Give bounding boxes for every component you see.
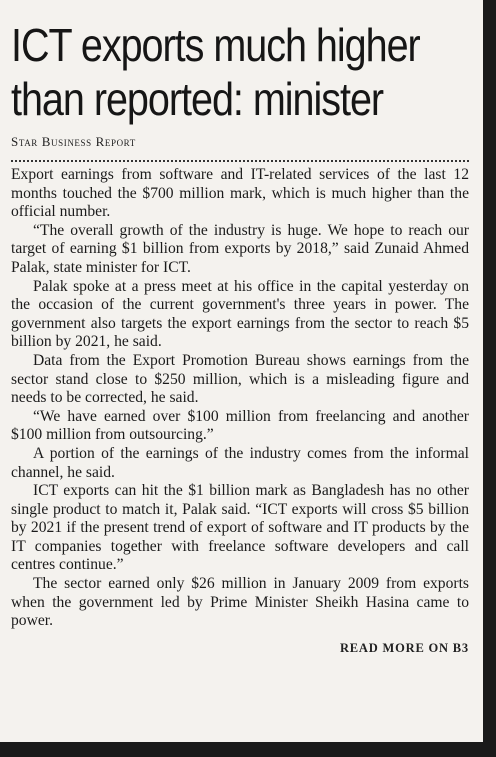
paragraph-8: The sector earned only $26 million in January 2009 from exports when the government led by Prime Minister Sheikh Hasina came to power. [11,575,469,630]
read-more-link[interactable]: READ MORE ON B3 [339,640,469,655]
headline-line-1: ICT exports much higher [11,19,420,71]
article-body [11,166,469,631]
paragraph-5: “We have earned over $100 million from freelancing and another $100 million from outsourcing.” [11,407,469,444]
paragraph-3: Palak spoke at a press meet at his office in the capital yesterday on the occasion of the current government's three years in power. The government also targets the export earnings from the sector to reach $5 billion by 2021, he said. [11,277,469,351]
paragraph-2: “The overall growth of the industry is huge. We hope to reach our target of earning $1 billion from exports by 2018,” said Zunaid Ahmed Palak, state minister for ICT. [11,221,469,276]
byline: Star Business Report [11,134,136,149]
paragraph-4: Data from the Export Promotion Bureau shows earnings from the sector stand close to $250 million, which is a misleading figure and needs to be corrected, he said. [11,351,469,407]
dotted-divider [11,160,469,162]
headline [11,18,420,126]
paragraph-6: A portion of the earnings of the industry comes from the informal channel, he said. [11,444,469,481]
headline-line-2: than reported: minister [11,73,384,125]
paragraph-1: Export earnings from software and IT-related services of the last 12 months touched the $700 million mark, which is much higher than the official number. [11,166,469,221]
paragraph-7: ICT exports can hit the $1 billion mark as Bangladesh has no other single product to match it, Palak said. “ICT exports will cross $5 billion by 2021 if the present trend of export of software and IT products by the IT companies together with freelance software developers and call centres continue.” [11,482,469,574]
